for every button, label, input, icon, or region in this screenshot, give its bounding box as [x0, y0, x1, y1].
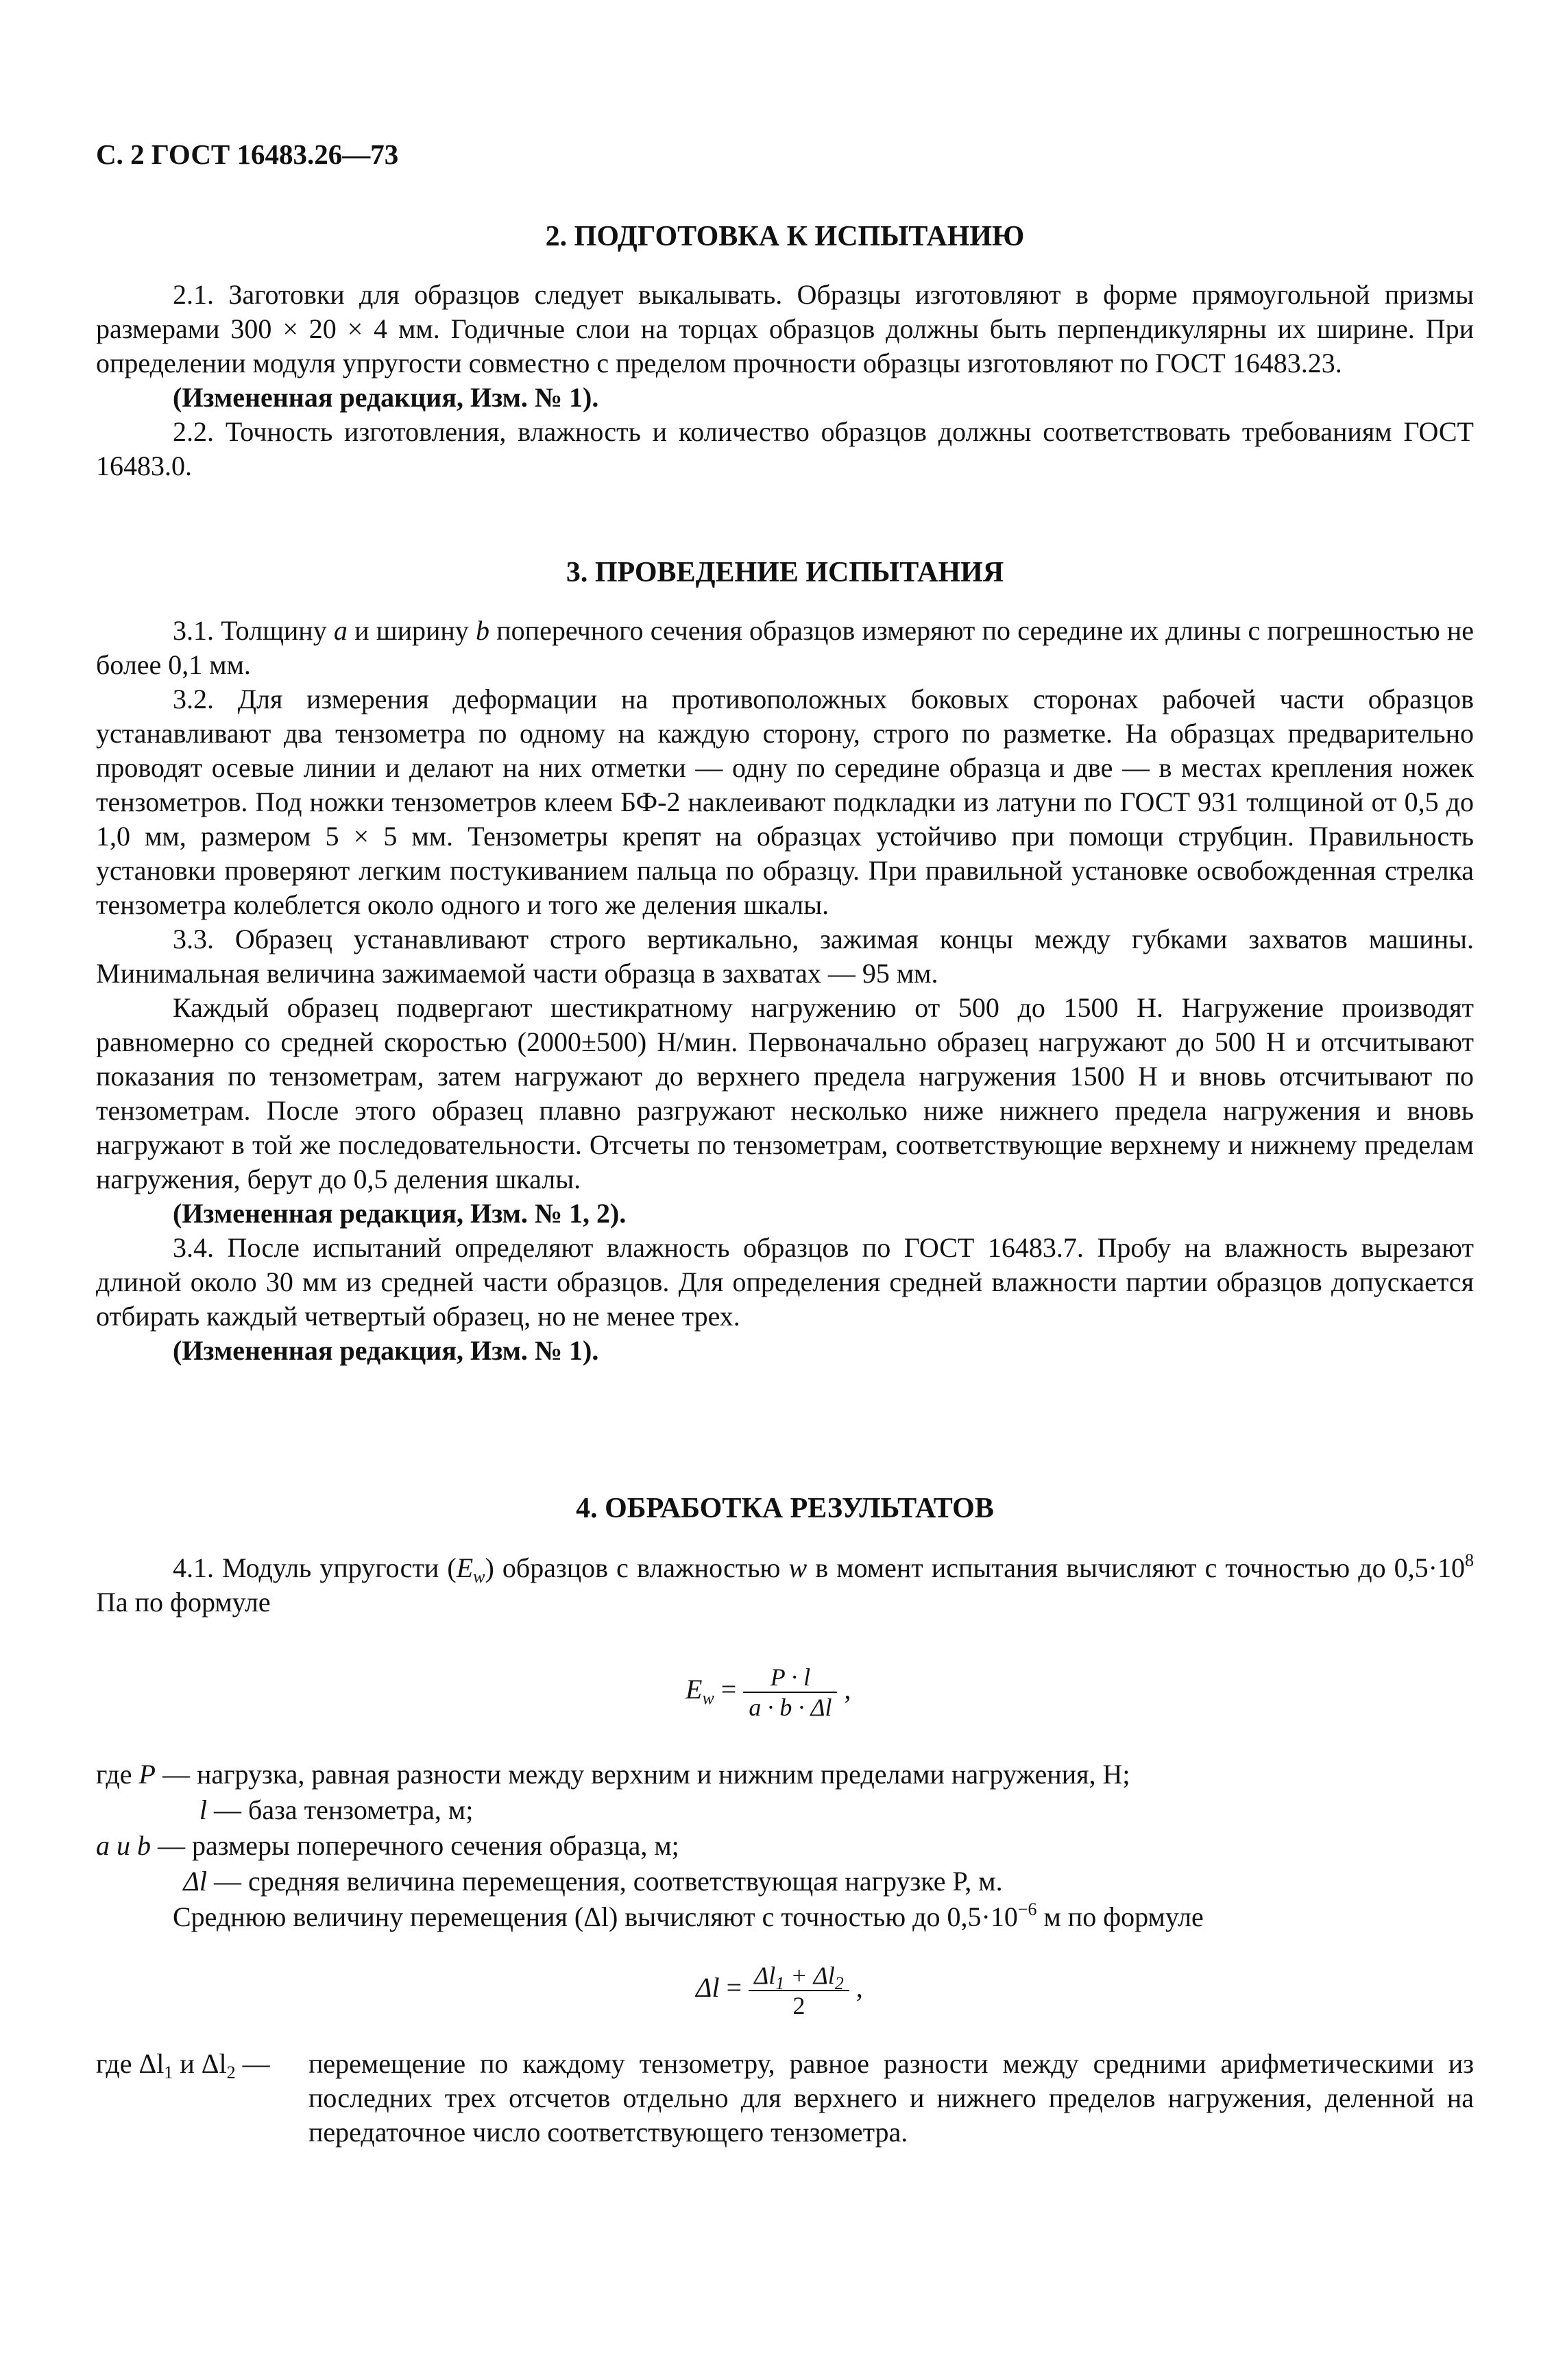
section-2-body — [96, 278, 1474, 483]
amendment-note: (Измененная редакция, Изм. № 1). — [173, 1335, 599, 1366]
amendment-note: (Измененная редакция, Изм. № 1, 2). — [173, 1198, 627, 1229]
clause-3-1: 3.1. Толщину a и ширину b поперечного сечения образцов измеряют по середине их длины с погрешностью не более 0,1 мм. — [96, 615, 1474, 680]
clause-2-1: 2.1. Заготовки для образцов следует выкалывать. Образцы изготовляют в форме прямоугольной призмы размерами 300 × 20 × 4 мм. Годичные слои на торцах образцов должны быть перпендикулярны их ширине. При определении модуля упругости совместно с пределом прочности образцы изготовляют по ГОСТ 16483.23. — [96, 279, 1474, 378]
where-term: где $\Delta l_1$ и $\Delta l_2$ — — [96, 2048, 270, 2082]
section-4 — [96, 1491, 1474, 1526]
clause-3-2: 3.2. Для измерения деформации на противоположных боковых сторонах рабочей части образцов устанавливают два тензометра по одному на каждую сторону, строго по разметке. На образцах предварительно проводят осевые линии и делают на них отметки — одну по середине образца и две — в местах крепления ножек тензометров. Под ножки тензометров клеем БФ-2 наклеивают подкладки из латуни по ГОСТ 931 толщиной от 0,5 до 1,0 мм, размером 5 × 5 мм. Тензометры крепят на образцах устойчиво при помощи струбцин. Правильность установки проверяют легким постукиванием пальца по образцу. При правильной установке освобожденная стрелка тензометра колеблется около одного и того же деления шкалы. — [96, 684, 1474, 920]
clause-3-3: 3.3. Образец устанавливают строго вертикально, зажимая концы между губками захватов машины. Минимальная величина зажимаемой части образца в захватах — 95 мм. — [96, 924, 1474, 989]
formula-modulus: $E_w$ = $\frac{P \cdot l}{a \cdot b \cdot \Delta l}$ , — [686, 1663, 851, 1721]
section-3-body — [96, 614, 1474, 1368]
definition-row: Δl — средняя величина перемещения, соответствующая нагрузке P, м. — [183, 1866, 1003, 1897]
where-text: перемещение по каждому тензометру, равное разности между средними арифметическими из последних трех отсчетов отдельно для верхнего и нижнего пределов нагружения, деленной на передаточное число соответствующего тензометра. — [308, 2048, 1474, 2148]
definition-row: l — база тензометра, м; — [199, 1794, 474, 1825]
section-3 — [96, 555, 1474, 590]
fraction: $\frac{\Delta l_1 + \Delta l_2}{2}$ — [749, 1961, 849, 2020]
section-4-body — [96, 1551, 1474, 1620]
section-2-title: 2. ПОДГОТОВКА К ИСПЫТАНИЮ — [545, 221, 1025, 252]
clause-4-1: 4.1. Модуль упругости $(E_w)$ образцов с влажностью w в момент испытания вычисляют с точностью до $0,5\cdot 10^8$ Па по формуле — [96, 1550, 1475, 1618]
formula-mean-displacement: Δl = $\frac{\Delta l_1 + \Delta l_2}{2}$ , — [696, 1962, 863, 2019]
amendment-note: (Измененная редакция, Изм. № 1). — [173, 382, 599, 413]
section-4-title: 4. ОБРАБОТКА РЕЗУЛЬТАТОВ — [576, 1493, 994, 1524]
clause-2-2: 2.2. Точность изготовления, влажность и количество образцов должны соответствовать требованиям ГОСТ 16483.0. — [96, 416, 1474, 481]
page-header: С. 2 ГОСТ 16483.26—73 — [96, 139, 399, 170]
clause-3-3-loading: Каждый образец подвергают шестикратному нагружению от 500 до 1500 Н. Нагружение производят равномерно со средней скоростью (2000±500) Н/мин. Первоначально образец нагружают до 500 Н и отсчитывают показания по тензометрам, затем нагружают до верхнего предела нагружения 1500 Н и вновь отсчитывают по тензометрам. После этого образец плавно разгружают несколько ниже нижнего предела нагружения и вновь нагружают в той же последовательности. Отсчеты по тензометрам, соответствующие верхнему и нижнему пределам нагружения, берут до 0,5 деления шкалы. — [96, 992, 1474, 1194]
definition-row: где P — нагрузка, равная разности между верхним и нижним пределами нагружения, Н; — [96, 1759, 1130, 1790]
section-3-title: 3. ПРОВЕДЕНИЕ ИСПЫТАНИЯ — [566, 557, 1004, 588]
mean-displacement-intro: Среднюю величину перемещения (Δl) вычисляют с точностью до $0,5\cdot 10^{-6}$ м по формуле — [173, 1899, 1204, 1932]
fraction: $\frac{P \cdot l}{a \cdot b \cdot \Delta l}$ — [743, 1663, 837, 1722]
section-2 — [96, 219, 1474, 254]
definition-row: a и b — размеры поперечного сечения образца, м; — [96, 1830, 679, 1861]
clause-3-4: 3.4. После испытаний определяют влажность образцов по ГОСТ 16483.7. Пробу на влажность вырезают длиной около 30 мм из средней части образцов. Для определения средней влажности партии образцов допускается отбирать каждый четвертый образец, но не менее трех. — [96, 1232, 1474, 1332]
